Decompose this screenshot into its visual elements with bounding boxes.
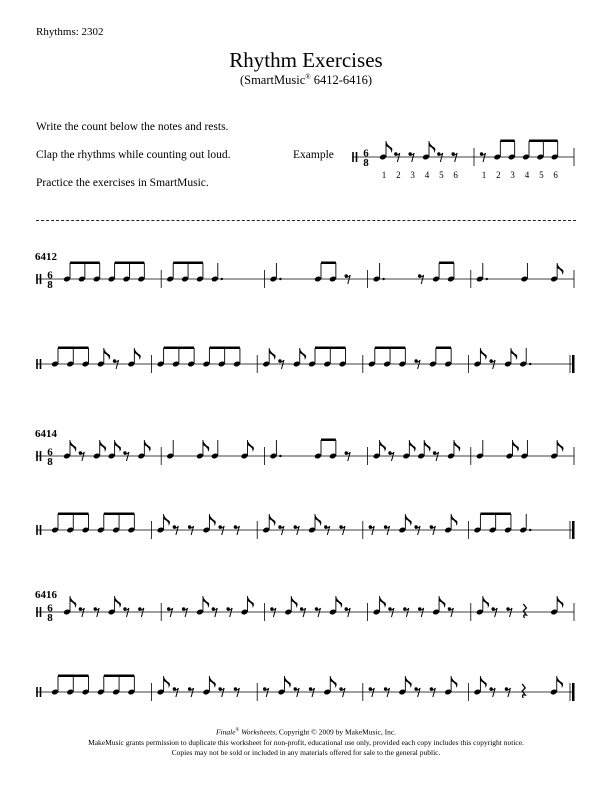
final-barline-thick [572,355,575,373]
eighth-flag [557,440,563,452]
eighth-flag [269,348,275,360]
count-label: 3 [510,170,515,180]
count-label: 4 [524,170,530,180]
beam [104,513,135,516]
eighth-flag [203,440,209,452]
beam [70,262,100,265]
count-label: 3 [410,170,415,180]
eighth-flag [203,596,209,608]
eighth-flag [248,596,254,608]
footer-copyright-text: , Copyright © 2009 by MakeMusic, Inc. [275,727,397,737]
eighth-flag [483,596,489,608]
eighth-flag [209,514,215,526]
beam [439,262,454,265]
final-barline-thick [572,521,575,539]
eighth-flag [424,440,430,452]
count-label: 2 [496,170,501,180]
count-label: 1 [381,170,387,180]
footer-restriction: Copies may not be sold or included in any materials offered for sale to the general public. [171,747,441,757]
exercise-number: 6414 [35,428,57,440]
beam [58,347,89,350]
count-label: 6 [453,170,458,180]
eighth-flag [511,348,517,360]
augmentation-dot [529,363,531,365]
eighth-flag [513,440,519,452]
eighth-flag [557,263,563,275]
eighth-flag [454,440,460,452]
beam [480,513,511,516]
beam [104,675,135,678]
eighth-flag [248,440,254,452]
eighth-flag [386,141,392,153]
beam [321,439,336,442]
eighth-flag [405,514,411,526]
eighth-flag [104,348,110,360]
time-signature-top: 6 [47,446,53,459]
eighth-flag [380,440,386,452]
beam [58,513,89,516]
eighth-flag [115,440,121,452]
time-signature-top: 6 [363,147,369,160]
eighth-flag [315,514,321,526]
quarter-rest [523,604,526,618]
eighth-flag [405,676,411,688]
eighth-flag [336,596,342,608]
footer-copyright [0,726,612,738]
beam [500,140,514,143]
time-signature-bottom: 8 [47,279,53,291]
eighth-flag [164,514,170,526]
count-label: 4 [424,170,430,180]
eighth-flag [144,440,150,452]
subtitle-brand: (SmartMusic [239,73,306,88]
quarter-rest [522,684,525,698]
instruction-practice: Practice the exercises in SmartMusic. [36,177,209,189]
beam [173,262,203,265]
eighth-flag [100,440,106,452]
augmentation-dot [486,278,488,280]
augmentation-dot [221,278,223,280]
eighth-flag [300,348,306,360]
footer-product-rest: Worksheets [239,727,276,737]
eighth-flag [480,676,486,688]
eighth-flag [557,676,563,688]
time-signature-bottom: 8 [47,456,53,468]
count-label: 6 [553,170,558,180]
time-signature-bottom: 8 [363,157,369,169]
example-label: Example [293,149,334,161]
instruction-write: Write the count below the notes and rests. [36,121,229,133]
augmentation-dot [279,455,281,457]
worksheet-code: Rhythms: 2302 [36,26,104,38]
footer-permission: MakeMusic grants permission to duplicate this worksheet for non-profit, educational use only, provided each copy includes this copyright notice. [88,737,524,747]
time-signature-top: 6 [47,269,53,282]
time-signature-top: 6 [47,602,53,615]
eighth-flag [269,514,275,526]
eighth-flag [439,596,445,608]
beam [209,347,240,350]
count-label: 5 [439,170,444,180]
eighth-flag [164,676,170,688]
eighth-flag [429,141,435,153]
count-label: 5 [539,170,544,180]
augmentation-dot [382,278,384,280]
registered-mark: ® [305,73,311,81]
eighth-flag [209,676,215,688]
augmentation-dot [279,278,281,280]
footer-registered-mark: ® [235,728,240,733]
eighth-flag [70,596,76,608]
eighth-flag [451,676,457,688]
eighth-flag [480,348,486,360]
subtitle-range: 6412-6416) [310,73,373,88]
footer-product: Finale [215,727,236,737]
eighth-flag [557,596,563,608]
eighth-flag [70,440,76,452]
instruction-clap: Clap the rhythms while counting out loud. [36,149,231,161]
beam [529,140,558,143]
exercise-number: 6416 [35,589,57,601]
page-title: Rhythm Exercises [229,48,383,72]
exercise-number: 6412 [35,251,57,263]
eighth-flag [134,348,140,360]
footer [0,726,612,758]
beam [436,347,451,350]
beam [375,347,406,350]
eighth-flag [330,676,336,688]
eighth-flag [284,676,290,688]
eighth-flag [380,596,386,608]
time-signature-bottom: 8 [47,612,53,624]
eighth-flag [115,596,121,608]
count-label: 1 [481,170,487,180]
final-barline-thick [572,683,575,701]
eighth-flag [291,596,297,608]
augmentation-dot [529,529,531,531]
beam [115,262,145,265]
beam [58,675,89,678]
beam [321,262,336,265]
eighth-flag [409,440,415,452]
eighth-flag [451,514,457,526]
beam [164,347,195,350]
count-label: 2 [396,170,401,180]
beam [315,347,346,350]
